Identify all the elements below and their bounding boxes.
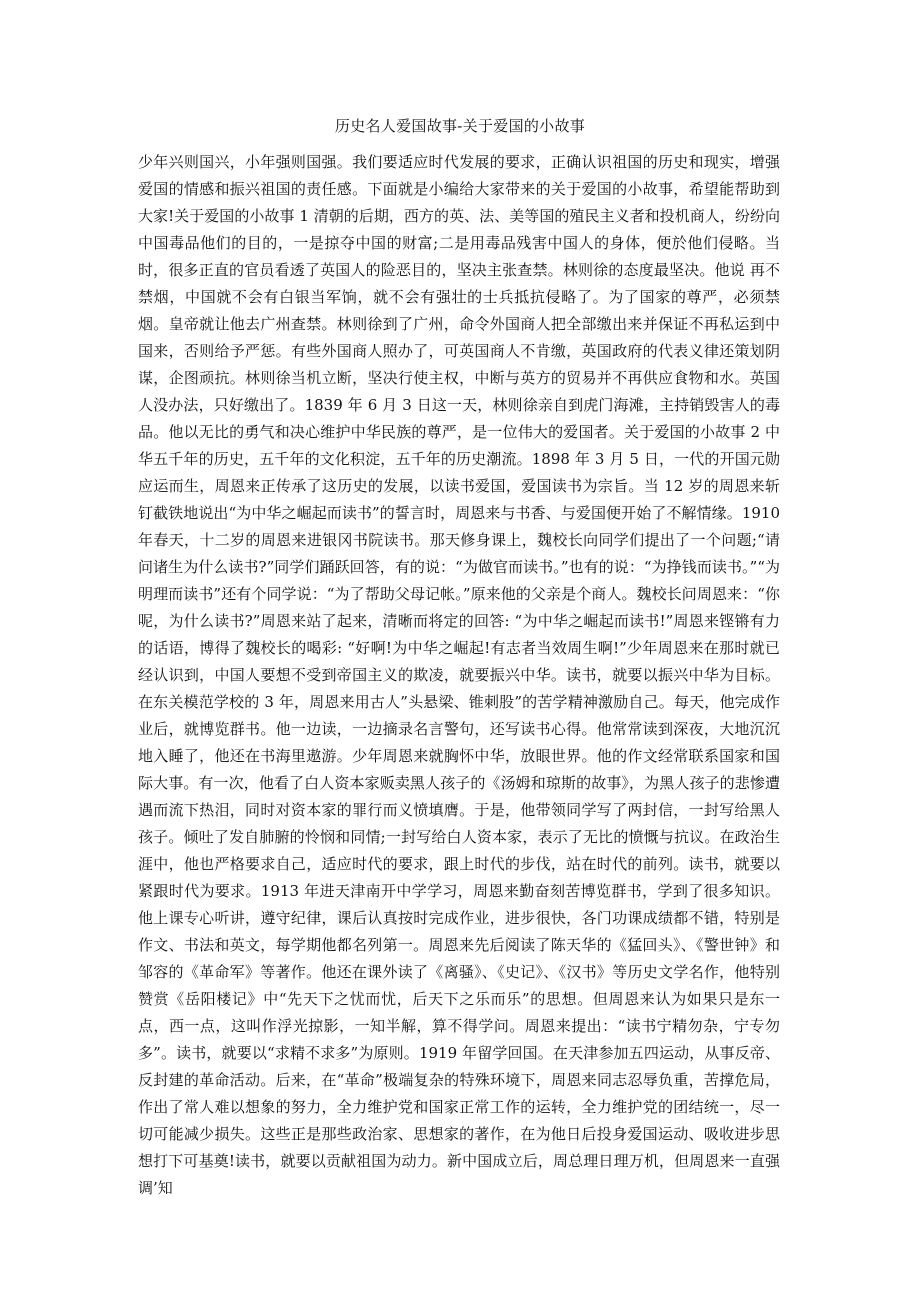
- document-body-text: 少年兴则国兴，小年强则国强。我们要适应时代发展的要求，正确认识祖国的历史和现实，增强爱国的情感和振兴祖国的责任感。下面就是小编给大家带来的关于爱国的小故事，希望能帮助到大家!关于爱国的小故事 1 清朝的后期，西方的英、法、美等国的殖民主义者和投机商人，纷纷向中国毒品他们的目的，一是掠夺中国的财富;二是用毒品残害中国人的身体，便於他们侵略。当时，很多正直的官员看透了英国人的险恶目的，坚决主张查禁。林则徐的态度最坚决。他说 再不禁烟，中国就不会有白银当军饷，就不会有强壮的士兵抵抗侵略了。为了国家的尊严，必须禁烟。皇帝就让他去广州查禁。林则徐到了广州，命令外国商人把全部缴出来并保证不再私运到中国来，否则给予严惩。有些外国商人照办了，可英国商人不肯缴，英国政府的代表义律还策划阴谋，企图顽抗。林则徐当机立断，坚决行使主权，中断与英方的贸易并不再供应食物和水。英国人没办法，只好缴出了。1839 年 6 月 3 日这一天，林则徐亲自到虎门海滩，主持销毁害人的毒品。他以无比的勇气和决心维护中华民族的尊严，是一位伟大的爱国者。关于爱国的小故事 2 中华五千年的历史，五千年的文化积淀，五千年的历史潮流。1898 年 3 月 5 日，一代的开国元勋应运而生，周恩来正传承了这历史的发展，以读书爱国，爱国读书为宗旨。当 12 岁的周恩来斩钉截铁地说出“为中华之崛起而读书”的誓言时，周恩来与书香、与爱国便开始了不解情缘。1910 年春天，十二岁的周恩来进银冈书院读书。那天修身课上，魏校长向同学们提出了一个问题;“请问诸生为什么读书?”同学们踊跃回答，有的说：“为做官而读书。”也有的说：“为挣钱而读书。”“为明理而读书”还有个同学说：“为了帮助父母记帐。”原来他的父亲是个商人。魏校长问周恩来：“你呢，为什么读书?”周恩来站了起来，清晰而将定的回答: “为中华之崛起而读书!”周恩来铿锵有力的话语，博得了魏校长的喝彩: “好啊!为中华之崛起!有志者当效周生啊!”少年周恩来在那时就已经认识到，中国人要想不受到帝国主义的欺凌，就要振兴中华。读书，就要以振兴中华为目标。在东关模范学校的 3 年，周恩来用古人”头悬梁、锥刺股”的苦学精神激励自己。每天，他完成作业后，就博览群书。他一边读，一边摘录名言警句，还写读书心得。他常常读到深夜，大地沉沉地入睡了，他还在书海里遨游。少年周恩来就胸怀中华，放眼世界。他的作文经常联系国家和国际大事。有一次，他看了白人资本家贩卖黑人孩子的《汤姆和琼斯的故事》，为黑人孩子的悲惨遭遇而流下热泪，同时对资本家的罪行而义愤填膺。于是，他带领同学写了两封信，一封写给黑人孩子。倾吐了发自肺腑的怜悯和同情;一封写给白人资本家，表示了无比的愤慨与抗议。在政治生涯中，他也严格要求自己，适应时代的要求，跟上时代的步伐，站在时代的前列。读书，就要以紧跟时代为要求。1913 年进天津南开中学学习，周恩来勤奋刻苦博览群书，学到了很多知识。他上课专心听讲，遵守纪律，课后认真按时完成作业，进步很快，各门功课成绩都不错，特别是作文、书法和英文，每学期他都名列第一。周恩来先后阅读了陈天华的《猛回头》、《警世钟》和邹容的《革命军》等著作。他还在课外读了《离骚》、《史记》、《汉书》等历史文学名作，他特别赞赏《岳阳楼记》中“先天下之忧而忧，后天下之乐而乐”的思想。但周恩来认为如果只是东一点，西一点，这叫作浮光掠影，一知半解，算不得学问。周恩来提出：“读书宁精勿杂，宁专勿多”。读书，就要以“求精不求多”为原则。1919 年留学回国。在天津参加五四运动，从事反帝、反封建的革命活动。后来，在“革命”极端复杂的特殊环境下，周恩来同志忍辱负重，苦撑危局，作出了常人难以想象的努力，全力维护党和国家正常工作的运转，全力维护党的团结统一，尽一切可能减少损失。这些正是那些政治家、思想家的著作，在为他日后投身爱国运动、吸收进步思想打下可基奠!读书，就要以贡献祖国为动力。新中国成立后，周总理日理万机，但周恩来一直强调’知: [138, 153, 780, 1197]
- document-title: 历史名人爱国故事-关于爱国的小故事: [334, 117, 586, 135]
